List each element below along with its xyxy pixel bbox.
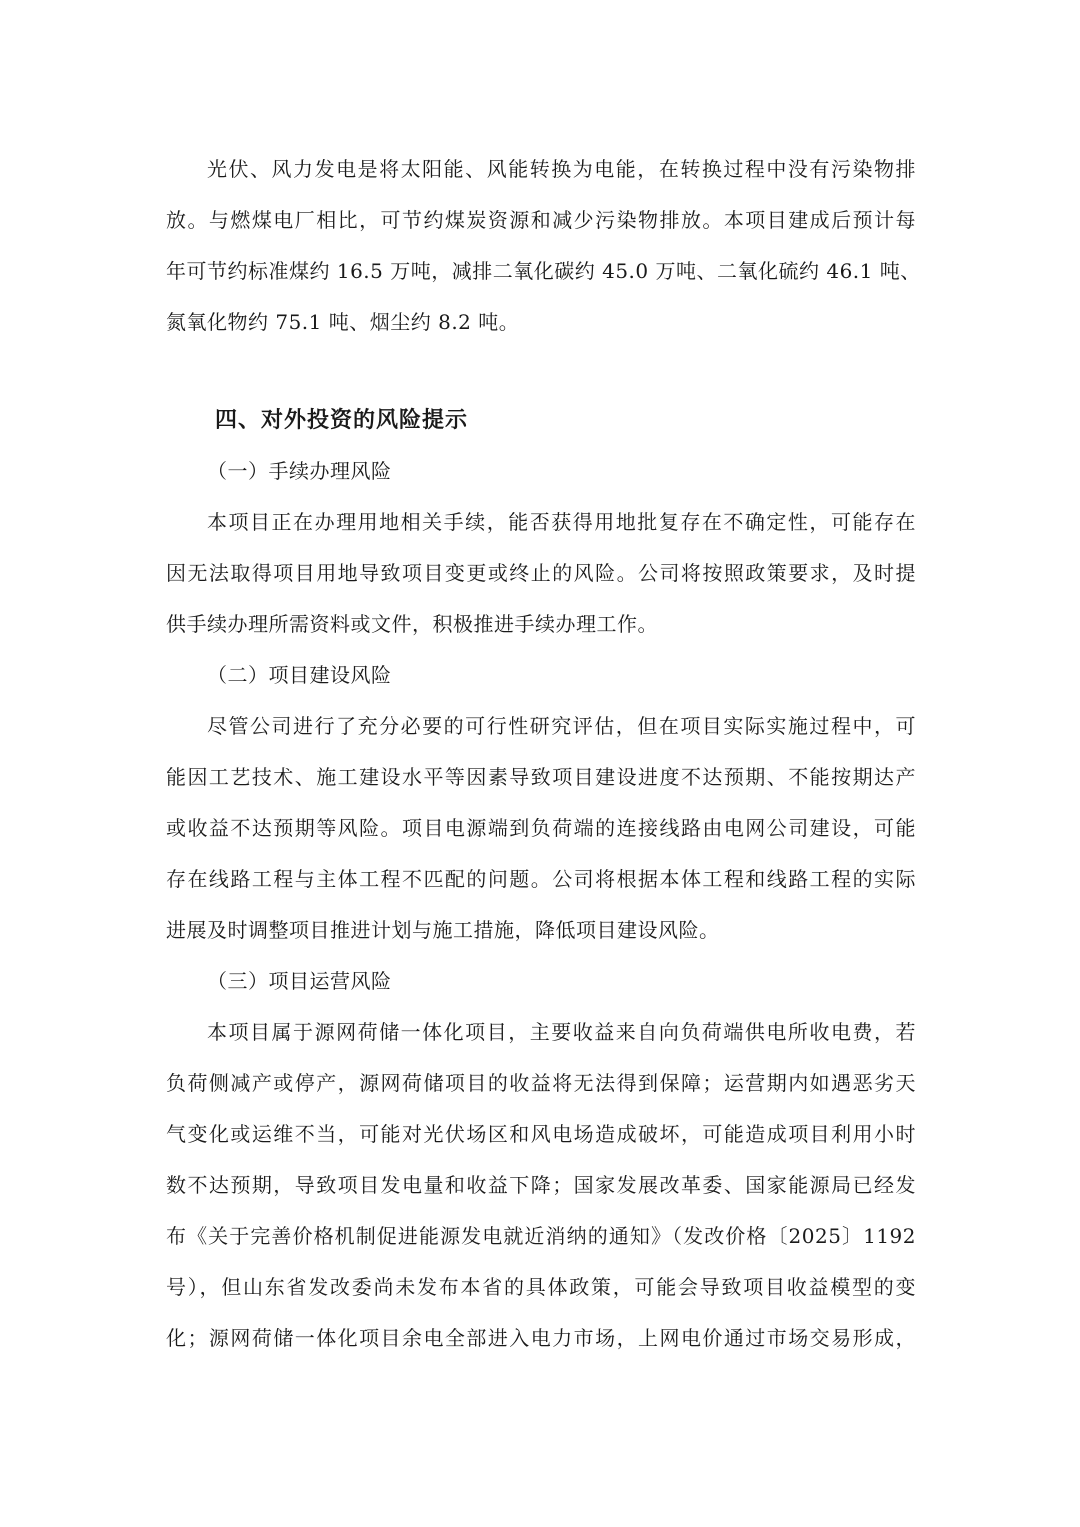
- subsection-heading-procedure-risk: （一）手续办理风险: [207, 459, 392, 483]
- paragraph-line: 能因工艺技术、施工建设水平等因素导致项目建设进度不达预期、不能按期达产: [166, 765, 916, 789]
- paragraph-line: 负荷侧减产或停产，源网荷储项目的收益将无法得到保障；运营期内如遇恶劣天: [166, 1071, 916, 1095]
- paragraph-line: 进展及时调整项目推进计划与施工措施，降低项目建设风险。: [166, 918, 720, 942]
- subsection-heading-operation-risk: （三）项目运营风险: [207, 969, 392, 993]
- subsection-heading-construction-risk: （二）项目建设风险: [207, 663, 392, 687]
- paragraph-line: 本项目属于源网荷储一体化项目，主要收益来自向负荷端供电所收电费，若: [207, 1020, 916, 1044]
- paragraph-line: 因无法取得项目用地导致项目变更或终止的风险。公司将按照政策要求，及时提: [166, 561, 916, 585]
- section-spacer: [166, 348, 916, 395]
- paragraph-line: 本项目正在办理用地相关手续，能否获得用地批复存在不确定性，可能存在: [207, 510, 916, 534]
- paragraph-line: 气变化或运维不当，可能对光伏场区和风电场造成破坏，可能造成项目利用小时: [166, 1122, 916, 1146]
- paragraph-operation-risk: [166, 1007, 916, 1364]
- paragraph-line: 布《关于完善价格机制促进能源发电就近消纳的通知》（发改价格〔2025〕1192: [166, 1224, 916, 1248]
- paragraph-line: 化；源网荷储一体化项目余电全部进入电力市场，上网电价通过市场交易形成，: [166, 1326, 916, 1350]
- paragraph-line: 光伏、风力发电是将太阳能、风能转换为电能，在转换过程中没有污染物排: [207, 157, 916, 181]
- paragraph-emissions: [166, 144, 921, 348]
- section-heading: 四、对外投资的风险提示: [215, 408, 469, 433]
- paragraph-line: 放。与燃煤电厂相比，可节约煤炭资源和减少污染物排放。本项目建成后预计每: [166, 208, 916, 232]
- paragraph-line: 数不达预期，导致项目发电量和收益下降；国家发展改革委、国家能源局已经发: [166, 1173, 916, 1197]
- paragraph-procedure-risk: [166, 497, 916, 650]
- paragraph-line: 号），但山东省发改委尚未发布本省的具体政策，可能会导致项目收益模型的变: [166, 1275, 916, 1299]
- paragraph-line: 或收益不达预期等风险。项目电源端到负荷端的连接线路由电网公司建设，可能: [166, 816, 916, 840]
- paragraph-line: 供手续办理所需资料或文件，积极推进手续办理工作。: [166, 612, 658, 636]
- paragraph-line: 年可节约标准煤约 16.5 万吨，减排二氧化碳约 45.0 万吨、二氧化硫约 46.1 吨、: [166, 259, 921, 283]
- paragraph-line: 氮氧化物约 75.1 吨、烟尘约 8.2 吨。: [166, 310, 520, 334]
- document-page: [166, 144, 921, 1364]
- paragraph-line: 尽管公司进行了充分必要的可行性研究评估，但在项目实际实施过程中，可: [207, 714, 916, 738]
- paragraph-line: 存在线路工程与主体工程不匹配的问题。公司将根据本体工程和线路工程的实际: [166, 867, 916, 891]
- paragraph-construction-risk: [166, 701, 916, 956]
